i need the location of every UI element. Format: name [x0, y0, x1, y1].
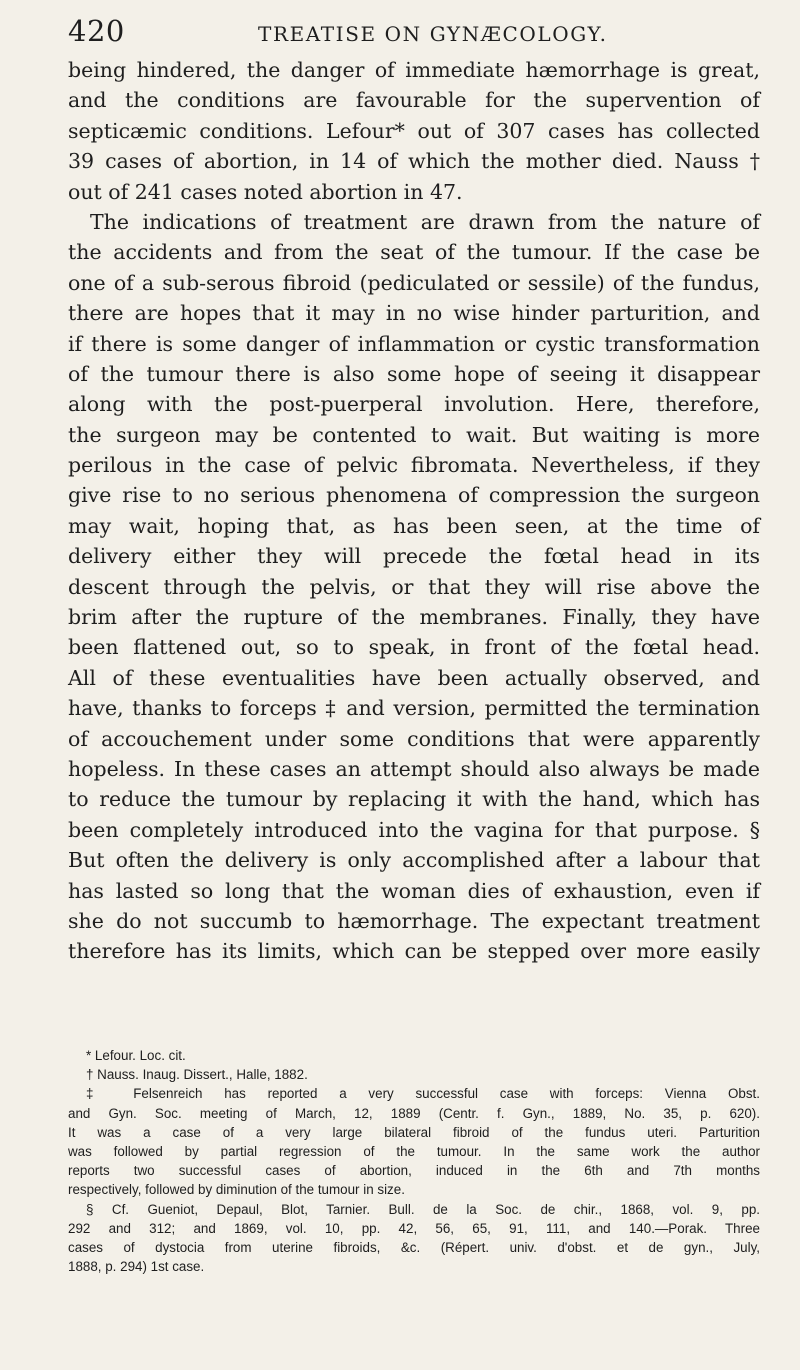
running-head: TREATISE ON GYNÆCOLOGY. — [258, 22, 608, 46]
text-line: the surgeon may be contented to wait. But waiting is more — [68, 422, 760, 447]
footnote-line: reports two successful cases of abortion, induced in the 6th and 7th months — [68, 1163, 760, 1179]
footnote-line: * Lefour. Loc. cit. — [86, 1048, 186, 1063]
text-line: The indications of treatment are drawn from the nature of — [90, 209, 760, 234]
text-line: have, thanks to forceps ‡ and version, permitted the termination — [68, 696, 760, 721]
text-line: therefore has its limits, which can be stepped over more easily — [68, 939, 760, 964]
text-line: All of these eventualities have been actually observed, and — [68, 665, 760, 690]
text-line: out of 241 cases noted abortion in 47. — [68, 179, 463, 204]
page-header — [68, 14, 768, 58]
footnote-line: and Gyn. Soc. meeting of March, 12, 1889 (Centr. f. Gyn., 1889, No. 35, p. 620). — [68, 1105, 760, 1121]
text-line: if there is some danger of inflammation or cystic transformation — [68, 331, 760, 356]
footnote-line: † Nauss. Inaug. Dissert., Halle, 1882. — [86, 1067, 308, 1083]
footnote-line: respectively, followed by diminution of the tumour in size. — [68, 1182, 405, 1198]
text-line: been completely introduced into the vagina for that purpose. § — [68, 817, 760, 842]
text-line: septicæmic conditions. Lefour* out of 307 cases has collected — [68, 118, 760, 143]
footnote-line: 1888, p. 294) 1st case. — [68, 1259, 205, 1275]
text-line: one of a sub-serous fibroid (pediculated or sessile) of the fundus, — [68, 270, 760, 295]
text-line: and the conditions are favourable for the supervention of — [68, 88, 760, 113]
footnotes — [68, 1046, 760, 1276]
body-text — [68, 55, 760, 967]
text-line: But often the delivery is only accomplished after a labour that — [68, 848, 760, 873]
text-line: has lasted so long that the woman dies of exhaustion, even if — [68, 878, 760, 903]
text-line: to reduce the tumour by replacing it with the hand, which has — [68, 787, 760, 812]
text-line: give rise to no serious phenomena of compression the surgeon — [68, 483, 760, 508]
text-line: there are hopes that it may in no wise hinder parturition, and — [68, 301, 760, 326]
footnote-line: cases of dystocia from uterine fibroids, &c. (Répert. univ. d'obst. et de gyn., July, — [68, 1239, 760, 1255]
text-line: the accidents and from the seat of the tumour. If the case be — [68, 240, 760, 265]
text-line: perilous in the case of pelvic fibromata. Nevertheless, if they — [68, 453, 760, 478]
footnote-line: ‡ Felsenreich has reported a very successful case with forceps: Vienna Obst. — [86, 1086, 760, 1102]
footnote-line: 292 and 312; and 1869, vol. 10, pp. 42, 56, 65, 91, 111, and 140.—Porak. Three — [68, 1220, 760, 1236]
text-line: along with the post-puerperal involution. Here, therefore, — [68, 392, 760, 417]
text-line: she do not succumb to hæmorrhage. The expectant treatment — [68, 908, 760, 933]
text-line: been flattened out, so to speak, in front of the fœtal head. — [68, 635, 760, 660]
text-line: brim after the rupture of the membranes. Finally, they have — [68, 605, 760, 630]
text-line: may wait, hoping that, as has been seen, at the time of — [68, 513, 760, 538]
footnote-line: It was a case of a very large bilateral fibroid of the fundus uteri. Parturition — [68, 1124, 760, 1140]
text-line: delivery either they will precede the fœtal head in its — [68, 544, 760, 569]
text-line: of the tumour there is also some hope of seeing it disappear — [68, 361, 760, 386]
footnote-line: § Cf. Gueniot, Depaul, Blot, Tarnier. Bull. de la Soc. de chir., 1868, vol. 9, pp. — [86, 1201, 760, 1217]
page-number: 420 — [68, 14, 125, 48]
text-line: descent through the pelvis, or that they will rise above the — [68, 574, 760, 599]
text-line: of accouchement under some conditions that were apparently — [68, 726, 760, 751]
footnote-line: was followed by partial regression of the tumour. In the same work the author — [68, 1143, 760, 1159]
text-line: hopeless. In these cases an attempt should also always be made — [68, 756, 760, 781]
text-line: being hindered, the danger of immediate hæmorrhage is great, — [68, 58, 760, 82]
text-line: 39 cases of abortion, in 14 of which the mother died. Nauss † — [68, 149, 760, 174]
